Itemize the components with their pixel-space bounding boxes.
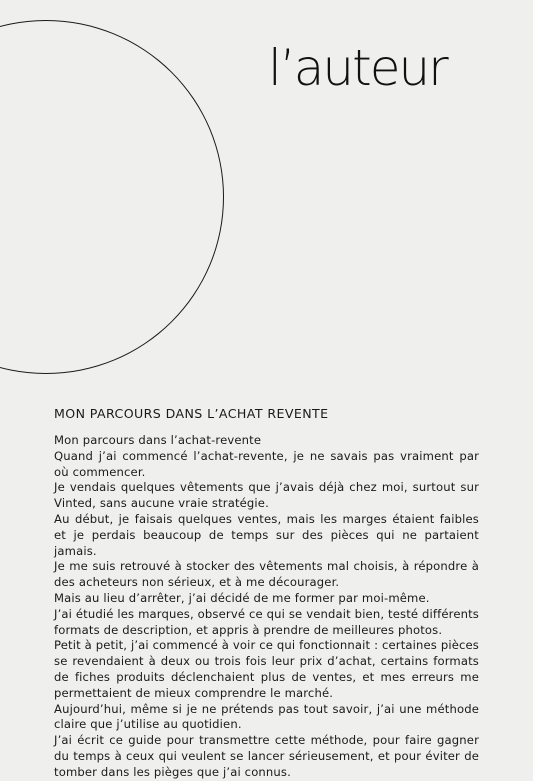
page-title: l’auteur bbox=[268, 39, 447, 97]
section-heading: MON PARCOURS DANS L’ACHAT REVENTE bbox=[54, 406, 329, 421]
paragraph: Quand j’ai commencé l’achat-revente, je ne savais pas vraiment par où commencer. bbox=[54, 448, 479, 479]
paragraph: Je vendais quelques vêtements que j’avais déjà chez moi, surtout sur Vinted, sans aucune vraie stratégie. bbox=[54, 480, 479, 511]
paragraph: J’ai étudié les marques, observé ce qui se vendait bien, testé différents formats de description, et appris à prendre de meilleures photos. bbox=[54, 606, 479, 637]
decorative-circle bbox=[0, 20, 224, 374]
paragraph: J’ai écrit ce guide pour transmettre cette méthode, pour faire gagner du temps à ceux qui veulent se lancer sérieusement, et pour éviter de tomber dans les pièges que j’ai connus. bbox=[54, 733, 479, 779]
paragraph: Au début, je faisais quelques ventes, mais les marges étaient faibles et je perdais beaucoup de temps sur des pièces qui ne partaient jamais. bbox=[54, 511, 479, 558]
paragraph: Je me suis retrouvé à stocker des vêtements mal choisis, à répondre à des acheteurs non sérieux, et à me décourager. bbox=[54, 559, 479, 590]
paragraph: Petit à petit, j’ai commencé à voir ce qui fonctionnait : certaines pièces se revendaient à deux ou trois fois leur prix d’achat, certains formats de fiches produits déclenchaient plus de ventes, et mes erreurs me permettaient de mieux comprendre le marché. bbox=[54, 638, 479, 700]
paragraph: Mais au lieu d’arrêter, j’ai décidé de me former par moi-même. bbox=[54, 590, 430, 605]
body-text bbox=[54, 433, 479, 781]
paragraph: Aujourd’hui, même si je ne prétends pas tout savoir, j’ai une méthode claire que j’utilise au quotidien. bbox=[54, 701, 479, 732]
paragraph: Mon parcours dans l’achat-revente bbox=[54, 433, 262, 447]
